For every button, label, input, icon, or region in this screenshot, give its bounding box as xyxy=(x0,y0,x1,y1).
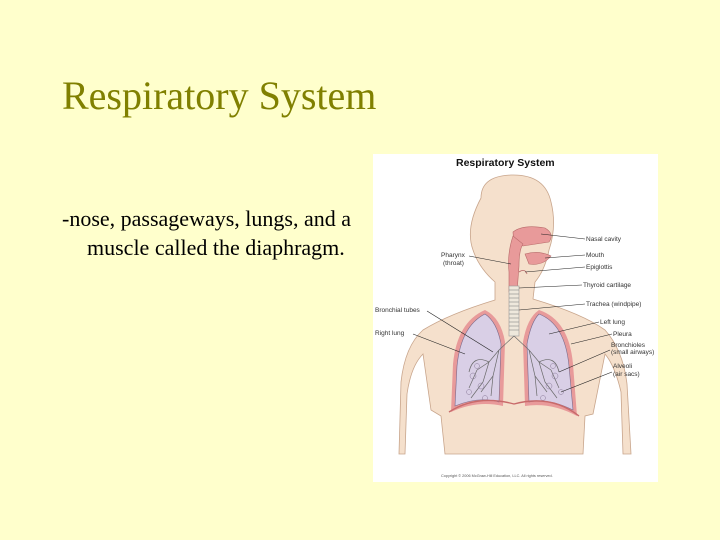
label-left-lung: Left lung xyxy=(600,319,625,326)
slide-title: Respiratory System xyxy=(62,73,377,118)
label-alveoli: Alveoli xyxy=(613,363,633,370)
label-pharynx-sub: (throat) xyxy=(443,260,464,267)
respiratory-diagram xyxy=(373,154,658,482)
label-trachea: Trachea (windpipe) xyxy=(586,301,642,308)
label-epiglottis: Epiglottis xyxy=(586,264,613,271)
trachea xyxy=(509,286,519,336)
label-bronchioles-sub: (small airways) xyxy=(611,349,655,356)
label-mouth: Mouth xyxy=(586,252,605,259)
label-alveoli-sub: (air sacs) xyxy=(613,371,640,378)
label-bronchioles: Bronchioles xyxy=(611,342,645,349)
label-bronchial-tubes: Bronchial tubes xyxy=(375,307,420,314)
label-right-lung: Right lung xyxy=(375,330,405,337)
copyright-notice: Copyright © 2006 McGraw-Hill Education, LLC. All rights reserved. xyxy=(441,474,553,478)
label-nasal-cavity: Nasal cavity xyxy=(586,236,622,243)
diagram-title: Respiratory System xyxy=(456,157,555,169)
label-pleura: Pleura xyxy=(613,331,632,338)
label-pharynx: Pharynx xyxy=(441,252,465,259)
bullet-text: -nose, passageways, lungs, and a muscle called the diaphragm. xyxy=(62,206,351,260)
mouth xyxy=(525,252,551,264)
label-thyroid-cartilage: Thyroid cartilage xyxy=(583,282,632,289)
